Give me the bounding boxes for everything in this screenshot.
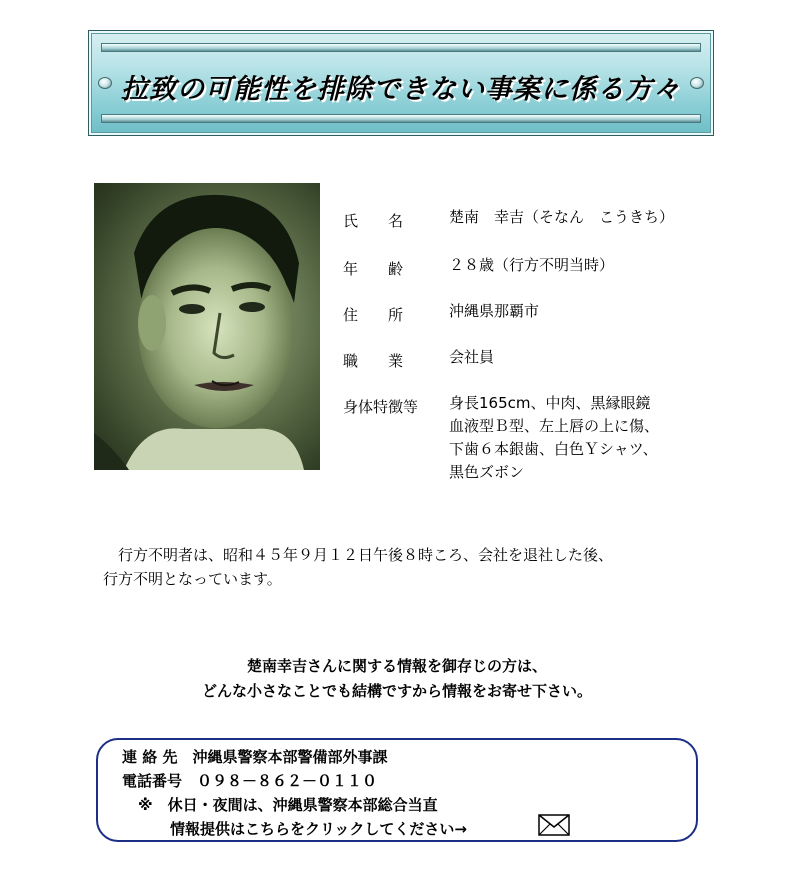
contact-office: 連 絡 先 沖縄県警察本部警備部外事課 (122, 748, 388, 766)
address-value: 沖縄県那覇市 (449, 302, 540, 320)
features-line: 黒色ズボン (449, 463, 525, 481)
features-line: 身長165cm、中肉、黒縁眼鏡 (449, 394, 651, 412)
appeal-line: 楚南幸吉さんに関する情報を御存じの方は、 (246, 657, 547, 675)
appeal-line: どんな小さなことでも結構ですから情報をお寄せ下さい。 (201, 682, 592, 700)
name-label: 氏 名 (343, 212, 404, 230)
contact-box (96, 738, 698, 842)
banner-bottom-rail (101, 114, 701, 123)
contact-night-note: ※ 休日・夜間は、沖縄県警察本部総合当直 (138, 796, 438, 814)
age-label: 年 齢 (343, 260, 404, 278)
description-line: 行方不明となっています。 (103, 570, 282, 588)
features-line: 血液型Ｂ型、左上唇の上に傷、 (449, 417, 660, 435)
missing-person-photo (94, 183, 320, 470)
features-line: 下歯６本銀歯、白色Ｙシャツ、 (449, 440, 658, 458)
banner-top-rail (101, 43, 701, 52)
information-appeal (0, 654, 794, 704)
occupation-value: 会社員 (449, 348, 495, 366)
portrait-illustration (94, 183, 320, 470)
title-banner (88, 30, 714, 136)
features-value (449, 392, 659, 484)
address-label: 住 所 (343, 306, 404, 324)
contact-tip-prompt: 情報提供はこちらをクリックしてください→ (170, 820, 467, 838)
age-value: ２８歳（行方不明当時） (449, 256, 615, 274)
disappearance-description (103, 543, 723, 591)
contact-phone: 電話番号 ０９８－８６２－０１１０ (122, 772, 378, 790)
features-label: 身体特徴等 (343, 398, 419, 416)
name-value: 楚南 幸吉（そなん こうきち） (449, 208, 675, 226)
occupation-label: 職 業 (343, 352, 404, 370)
envelope-icon[interactable] (538, 814, 570, 836)
page-title: 拉致の可能性を排除できない事案に係る方々 (121, 74, 681, 105)
description-line: 行方不明者は、昭和４５年９月１２日午後８時ころ、会社を退社した後、 (103, 546, 614, 564)
